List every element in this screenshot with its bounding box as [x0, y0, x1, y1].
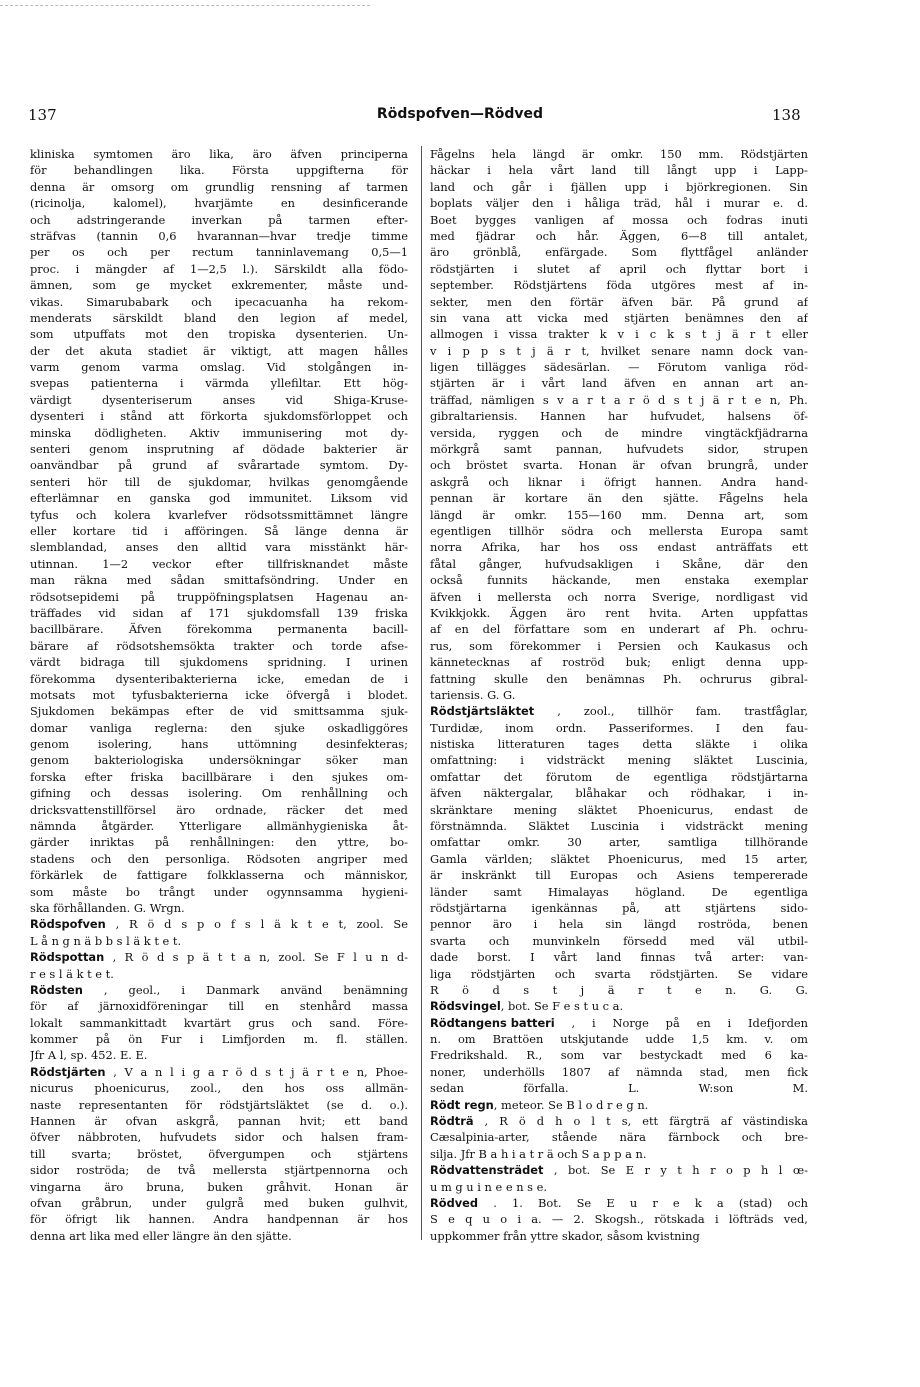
headword: Rödspofven [30, 917, 106, 932]
text-line: forska efter friska bacillbärare i den sjukes om- [30, 769, 408, 784]
page-number-left: 137 [28, 106, 57, 124]
text-line: häckar i hela vårt land till långt upp i Lapp- [430, 163, 808, 178]
text-line: dricksvattenstillförsel äro ordnade, räcker det med [30, 802, 408, 817]
text-line: ska förhållanden. G. Wrgn. [30, 900, 185, 915]
text-line: och adstringerande inverkan på tarmen efter- [30, 212, 408, 227]
text-line: nämnda åtgärder. Ytterligare allmänhygieniska åt- [30, 819, 408, 834]
text-line: naste representanten för rödstjärtsläktet (se d. o.). [30, 1097, 408, 1112]
text-line: Rödspofven , R ö d s p o f s l ä k t e t, zool. Se [30, 917, 408, 932]
text-line: Fredrikshald. R., som var bestyckadt med 6 ka- [430, 1048, 808, 1063]
text-line: n. om Brattöen utskjutande udde 1,5 km. v. om [430, 1032, 808, 1047]
text-line: träffad, nämligen s v a r t a r ö d s t j ä r t e n, Ph. [430, 392, 808, 407]
text-line: dade borst. I vårt land finnas två arter: van- [430, 950, 808, 965]
text-line: mörkgrå samt pannan, hufvudets sidor, strupen [430, 442, 808, 457]
text-line: med fjädrar och hår. Äggen, 6—8 till antalet, [430, 228, 808, 243]
text-line: gibraltariensis. Hannen har hufvudet, halsens öf- [430, 409, 808, 424]
text-line: ämnen, som ge mycket exkrementer, måste und- [30, 278, 408, 293]
text-line: domar vanliga reglerna: den sjuke oskadliggöres [30, 720, 408, 735]
text-line: för behandlingen lika. Första uppgifterna för [30, 163, 408, 178]
text-line: askgrå och liknar i öfrigt hannen. Andra hand- [430, 474, 808, 489]
text-line: förkärlek de fattigare folkklasserna och människor, [30, 868, 408, 883]
text-line: Rödvattensträdet , bot. Se E r y t h r o p h l œ- [430, 1163, 808, 1178]
text-line: efterlämnar en ganska god immunitet. Liksom vid [30, 491, 408, 506]
text-line: minska dödligheten. Aktiv immunisering mot dy- [30, 425, 408, 440]
text-line: genom isolering, hans uttömning desinfekteras; [30, 737, 408, 752]
text-line: bärare af rödsotshemsökta trakter och torde afse- [30, 638, 408, 653]
text-line: proc. i mängder af 1—2,5 l.). Särskildt alla födo- [30, 261, 408, 276]
text-line: denna art lika med eller längre än den sjätte. [30, 1228, 292, 1243]
text-line: r e s l ä k t e t. [30, 966, 114, 981]
text-line: omfattar det förutom de egentliga rödstjärtarna [430, 769, 808, 784]
text-line: dysenteri i stånd att förkorta sjukdomsförloppet och [30, 409, 408, 424]
text-line: Rödtangens batteri , i Norge på en i Idefjorden [430, 1015, 808, 1030]
headword: Rödved [430, 1196, 479, 1210]
text-line: och bröstet svarta. Honan är ofvan brungrå, under [430, 458, 808, 473]
text-line: Jfr A l, sp. 452. E. E. [30, 1048, 148, 1063]
text-line: u m g u i n e e n s e. [430, 1179, 547, 1194]
text-line: Sjukdomen bekämpas efter de vid smittsamma sjuk- [30, 704, 408, 719]
text-line: skränktare mening släktet Phoenicurus, endast de [430, 802, 808, 817]
text-line: R ö d s t j ä r t e n. G. G. [430, 982, 808, 997]
text-line: denna är omsorg om grundlig rensning af tarmen [30, 179, 408, 194]
text-line: rödstjärten i slutet af april och flyttar bort i [430, 261, 808, 276]
text-line: Rödstjärten , V a n l i g a r ö d s t j ä r t e n, Phoe- [30, 1064, 408, 1079]
text-line: omfattning: i vidsträckt mening släktet Luscinia, [430, 753, 808, 768]
text-line: pennan är kortare än den sjätte. Fågelns hela [430, 491, 808, 506]
text-line: sin vana att vicka med stjärten benämnes den af [430, 310, 808, 325]
text-line: norra Afrika, har hos oss endast anträffats ett [430, 540, 808, 555]
text-line: gärder inriktas på renhållningen: den yttre, bo- [30, 835, 408, 850]
text-line: som måste bo trångt under ogynnsamma hygieni- [30, 884, 408, 899]
text-line: varm genom varma omslag. Vid stolgången in- [30, 360, 408, 375]
text-line: fåtal gånger, hufvudsakligen i Skåne, där den [430, 556, 808, 571]
text-line: värdt bidraga till sjukdomens spridning. I urinen [30, 655, 408, 670]
headword: Rödvattensträdet [430, 1163, 544, 1178]
text-line: äfven i mellersta och norra Sverige, nordligast vid [430, 589, 808, 604]
text-line: Boet bygges vanligen af mossa och fodras inuti [430, 212, 808, 227]
text-line: svarta och munvinkeln försedd med väl utbil- [430, 933, 808, 948]
text-line: kliniska symtomen äro lika, äro äfven principerna [30, 147, 408, 161]
page-title: Rödspofven—Rödved [376, 106, 544, 122]
text-line: till svarta; bröstet, öfvergumpen och stjärtens [30, 1146, 408, 1161]
text-line: rödstjärtarna igenkännas på, att stjärtens sido- [430, 900, 808, 915]
text-line: Turdidæ, inom ordn. Passeriformes. I den fau- [430, 720, 808, 735]
headword: Rödspottan [30, 950, 105, 965]
text-line: allmogen i vissa trakter k v i c k s t j ä r t eller [430, 327, 808, 342]
text-line: stjärten är i vårt land äfven en annan art an- [430, 376, 808, 391]
text-line: pennor äro i hela sin längd roströda, benen [430, 917, 808, 932]
text-line: Rödsvingel , bot. Se F e s t u c a. [430, 999, 624, 1014]
text-line: Rödspottan , R ö d s p ä t t a n, zool. Se F l u n d- [30, 950, 408, 965]
text-line: oanvändbar på grund af svårartade symtom. Dy- [30, 458, 408, 473]
text-line: för öfrigt lik hannen. Andra handpennan är hos [30, 1212, 408, 1227]
text-line: också funnits häckande, men enstaka exemplar [430, 573, 808, 588]
text-line: Cæsalpinia-arter, stående nära färnbock och bre- [430, 1130, 808, 1145]
text-line: ligen tillägges sädesärlan. — Förutom vanliga röd- [430, 360, 808, 375]
text-line: per os och per rectum tanninlavemang 0,5—1 [30, 245, 408, 260]
text-line: äro grönblå, enfärgade. Som flyttfågel anländer [430, 245, 808, 260]
scan-edge-line [0, 5, 370, 6]
text-line: Fågelns hela längd är omkr. 150 mm. Rödstjärten [430, 147, 808, 161]
text-line: eller kortare tid i afföringen. Så länge denna är [30, 523, 408, 538]
text-line: senteri hör till de sjukdomar, hvilkas genomgående [30, 474, 408, 489]
column-divider [421, 146, 422, 1240]
text-line: september. Rödstjärtens föda utgöres mest af in- [430, 278, 808, 293]
text-line: kännetecknas af roströd buk; enligt denna upp- [430, 655, 808, 670]
text-line: nicurus phoenicurus, zool., den hos oss allmän- [30, 1081, 408, 1096]
text-line: värdigt dysenteriserum anses vid Shiga-Kruse- [30, 392, 408, 407]
text-line: länder samt Himalayas högland. De egentliga [430, 884, 808, 899]
text-line: genom bakteriologiska undersökningar söker man [30, 753, 408, 768]
text-line: för af järnoxidföreningar till en stenhård massa [30, 999, 408, 1014]
text-line: motsats mot tyfusbakterierna icke öfvergå i blodet. [30, 687, 408, 702]
text-line: v i p p s t j ä r t, hvilket senare namn dock van- [430, 343, 808, 358]
text-line: boplats väljer den i håliga träd, hål i murar e. d. [430, 196, 808, 211]
text-line: lokalt sammankittadt kvartärt grus och sand. Före- [30, 1015, 408, 1030]
text-line: sekter, men den förtär äfven bär. På grund af [430, 294, 808, 309]
text-line: rödsotsepidemi på truppöfningsplatsen Hagenau an- [30, 589, 408, 604]
text-line: öfver näbbroten, hufvudets sidor och halsen fram- [30, 1130, 408, 1145]
text-line: silja. Jfr B a h i a t r ä och S a p p a n. [430, 1146, 647, 1161]
text-line: tyfus och kolera kvarlefver rödsotssmittämnet längre [30, 507, 408, 522]
text-line: af en del författare som en underart af Ph. ochru- [430, 622, 808, 637]
text-line: Rödträ , R ö d h o l t s, ett färgträ af västindiska [430, 1114, 808, 1129]
headword: Rödsten [30, 982, 83, 997]
text-line: förekomma dysenteribakterierna icke, emedan de i [30, 671, 408, 686]
text-line: svepas patienterna i värmda yllefiltar. Ett hög- [30, 376, 408, 391]
headword: Rödstjärten [30, 1064, 106, 1079]
text-line: gifning och dessas isolering. Om renhållning och [30, 786, 408, 801]
text-line: är inskränkt till Europas och Asiens tempererade [430, 868, 808, 883]
text-line: sedan förfalla. L. W:son M. [430, 1081, 808, 1096]
text-line: Gamla världen; släktet Phoenicurus, med 15 arter, [430, 851, 808, 866]
text-line: Rödsten , geol., i Danmark använd benämning [30, 982, 408, 997]
headword: Rödsvingel [430, 999, 501, 1014]
text-line: Rödt regn , meteor. Se B l o d r e g n. [430, 1097, 649, 1112]
text-line: längd är omkr. 155—160 mm. Denna art, som [430, 507, 808, 522]
text-line: menderats särskildt bland den legion af medel, [30, 310, 408, 325]
text-line: liga rödstjärten och svarta rödstjärten. Se vidare [430, 966, 808, 981]
text-line: S e q u o i a. — 2. Skogsh., rötskada i löfträds ved, [430, 1212, 808, 1227]
text-line: fattning skulle den benämnas Ph. ochrurus gibral- [430, 671, 808, 686]
text-line: utinnan. 1—2 veckor efter tillfrisknandet måste [30, 556, 408, 571]
text-line: sträfvas (tannin 0,6 hvarannan—hvar tredje timme [30, 228, 408, 243]
text-line: vikas. Simarubabark och ipecacuanha ha rekom- [30, 294, 408, 309]
text-line: noner, underhölls 1807 af nämnda stad, men fick [430, 1064, 808, 1079]
headword: Rödstjärtsläktet [430, 704, 535, 719]
text-line: sidor roströda; de två mellersta stjärtpennorna och [30, 1163, 408, 1178]
text-line: slemblandad, anses den alltid vara misstänkt här- [30, 540, 408, 555]
text-line: äfven näktergalar, blåhakar och rödhakar, i in- [430, 786, 808, 801]
text-line: (ricinolja, kalomel), hvarjämte en desinficerande [30, 196, 408, 211]
text-line: ofvan gråbrun, under gulgrå med buken gulhvit, [30, 1196, 408, 1210]
text-line: senteri genom insprutning af dödade bakterier är [30, 442, 408, 457]
text-line: nistiska litteraturen tages detta släkte i olika [430, 737, 808, 752]
text-line: bacillbärare. Äfven förekomma permanenta bacill- [30, 622, 408, 637]
text-line: Rödved . 1. Bot. Se E u r e k a (stad) och [430, 1196, 808, 1210]
text-line: Rödstjärtsläktet , zool., tillhör fam. trastfåglar, [430, 704, 808, 719]
text-line: man räkna med sådan smittafsöndring. Under en [30, 573, 408, 588]
text-line: förstnämnda. Släktet Luscinia i vidsträckt mening [430, 819, 808, 834]
text-line: uppkommer från yttre skador, såsom kvistning [430, 1228, 700, 1243]
text-line: som utpuffats mot den tropiska dysenterien. Un- [30, 327, 408, 342]
text-line: omfattar omkr. 30 arter, samtliga tillhörande [430, 835, 808, 850]
page-number-right: 138 [772, 106, 801, 124]
text-line: der det akuta stadiet är viktigt, att magen hålles [30, 343, 408, 358]
text-line: L å n g n ä b b s l ä k t e t. [30, 933, 182, 948]
text-line: kommer på ön Fur i Limfjorden m. fl. ställen. [30, 1032, 408, 1047]
text-line: versida, ryggen och de mindre vingtäckfjädrarna [430, 425, 808, 440]
headword: Rödträ [430, 1114, 474, 1129]
text-line: land och går i fjällen upp i björkregionen. Sin [430, 179, 808, 194]
text-line: stadens och den personliga. Rödsoten angriper med [30, 851, 408, 866]
text-line: rus, som förekommer i Persien och Kaukasus och [430, 638, 808, 653]
text-line: tariensis. G. G. [430, 687, 516, 702]
text-line: Hannen är ofvan askgrå, pannan hvit; ett band [30, 1114, 408, 1129]
left-column [30, 146, 408, 1244]
text-line: vingarna äro bruna, buken gråhvit. Honan är [30, 1179, 408, 1194]
headword: Rödt regn [430, 1097, 494, 1112]
text-line: träffades vid sidan af 171 sjukdomsfall 139 friska [30, 605, 408, 620]
text-line: egentligen tillhör södra och mellersta Europa samt [430, 523, 808, 538]
text-line: Kvikkjokk. Äggen äro rent hvita. Arten uppfattas [430, 605, 808, 620]
headword: Rödtangens batteri [430, 1015, 555, 1030]
right-column [430, 146, 808, 1244]
